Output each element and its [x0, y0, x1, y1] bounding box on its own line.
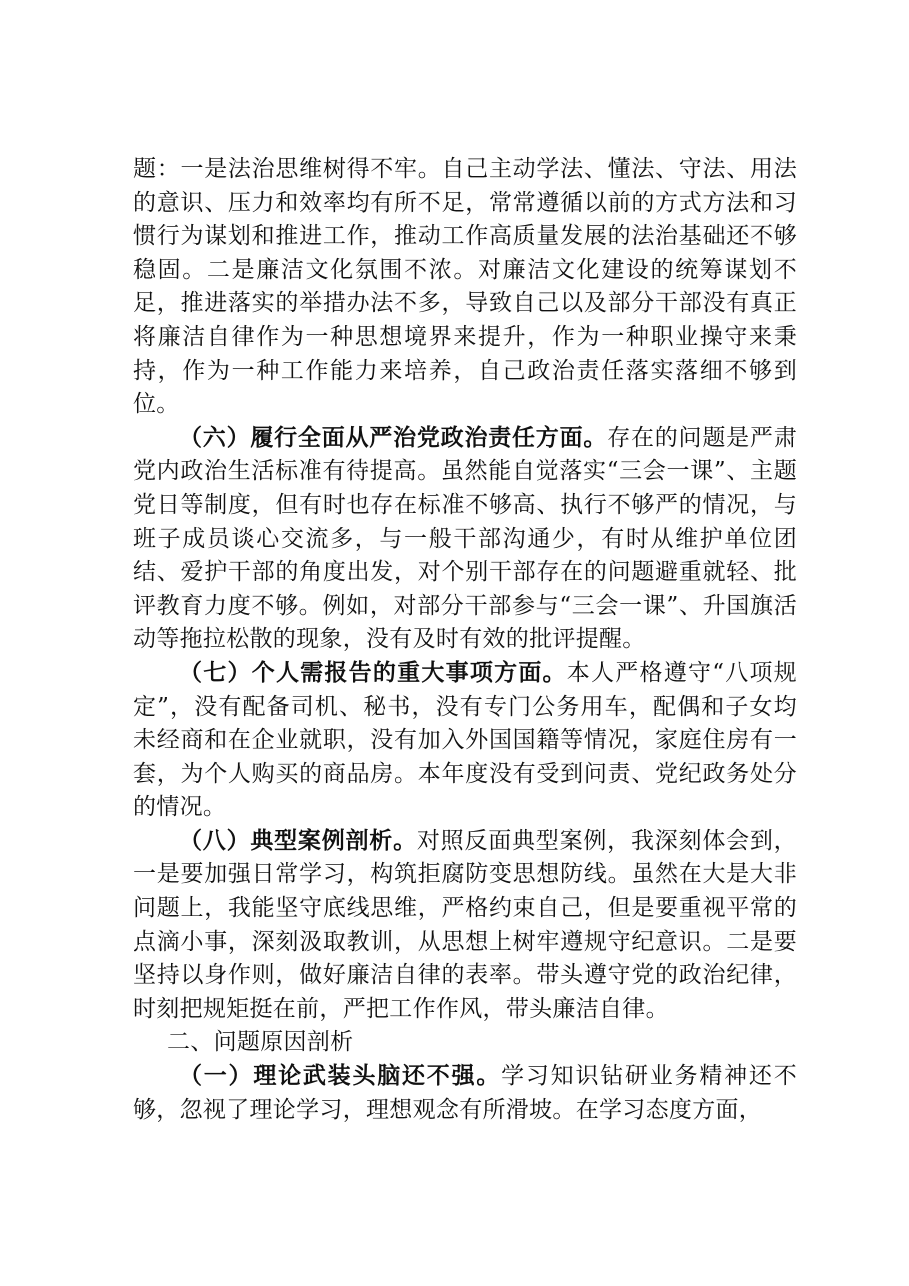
paragraph-text: 存在的问题是严肃党内政治生活标准有待提高。虽然能自觉落实“三会一课”、主题党日等制度，但有时也存在标准不够高、执行不够严的情况，与班子成员谈心交流多，与一般干部沟通少，有时从维护单位团结、爱护干部的角度出发，对个别干部存在的问题避重就轻、批评教育力度不够。例如，对部分干部参与“三会一课”、升国旗活动等拖拉松散的现象，没有及时有效的批评提醒。 [133, 424, 798, 653]
paragraph-item-6 [133, 422, 797, 657]
paragraph-lead: （一）理论武装头脑还不强。 [179, 1063, 502, 1090]
document-body [133, 153, 797, 1127]
paragraph-lead: （六）履行全面从严治党政治责任方面。 [179, 424, 608, 451]
paragraph-text: 本人严格遵守“八项规定”，没有配备司机、秘书，没有专门公务用车，配偶和子女均未经商和在企业就职，没有加入外国国籍等情况，家庭住房有一套，为个人购买的商品房。本年度没有受到问责、党纪政务处分的情况。 [133, 659, 797, 821]
paragraph-text: 对照反面典型案例，我深刻体会到，一是要加强日常学习，构筑拒腐防变思想防线。虽然在大是大非问题上，我能坚守底线思维，严格约束自己，但是要重视平常的点滴小事，深刻汲取教训，从思想上树牢遵规守纪意识。二是要坚持以身作则，做好廉洁自律的表率。带头遵守党的政治纪律，时刻把规矩挺在前，严把工作作风，带头廉洁自律。 [133, 827, 797, 1022]
paragraph-item-8 [133, 825, 797, 1027]
paragraph-lead: （八）典型案例剖析。 [179, 827, 417, 854]
paragraph-text: 题：一是法治思维树得不牢。自己主动学法、懂法、守法、用法的意识、压力和效率均有所不足，常常遵循以前的方式方法和习惯行为谋划和推进工作，推动工作高质量发展的法治基础还不够稳固。二是廉洁文化氛围不浓。对廉洁文化建设的统筹谋划不足，推进落实的举措办法不多，导致自己以及部分干部没有真正将廉洁自律作为一种思想境界来提升，作为一种职业操守来秉持，作为一种工作能力来培养，自己政治责任落实落细不够到位。 [133, 156, 797, 418]
paragraph-continuation [133, 153, 797, 422]
paragraph-item-7 [133, 657, 797, 825]
paragraph-text: 学习知识钻研业务精神还不够，忽视了理论学习，理想观念有所滑坡。在学习态度方面， [133, 1063, 797, 1123]
section-heading: 二、问题原因剖析 [167, 1029, 354, 1056]
paragraph-lead: （七）个人需报告的重大事项方面。 [179, 659, 567, 686]
paragraph-section-2-item-1 [133, 1060, 797, 1127]
